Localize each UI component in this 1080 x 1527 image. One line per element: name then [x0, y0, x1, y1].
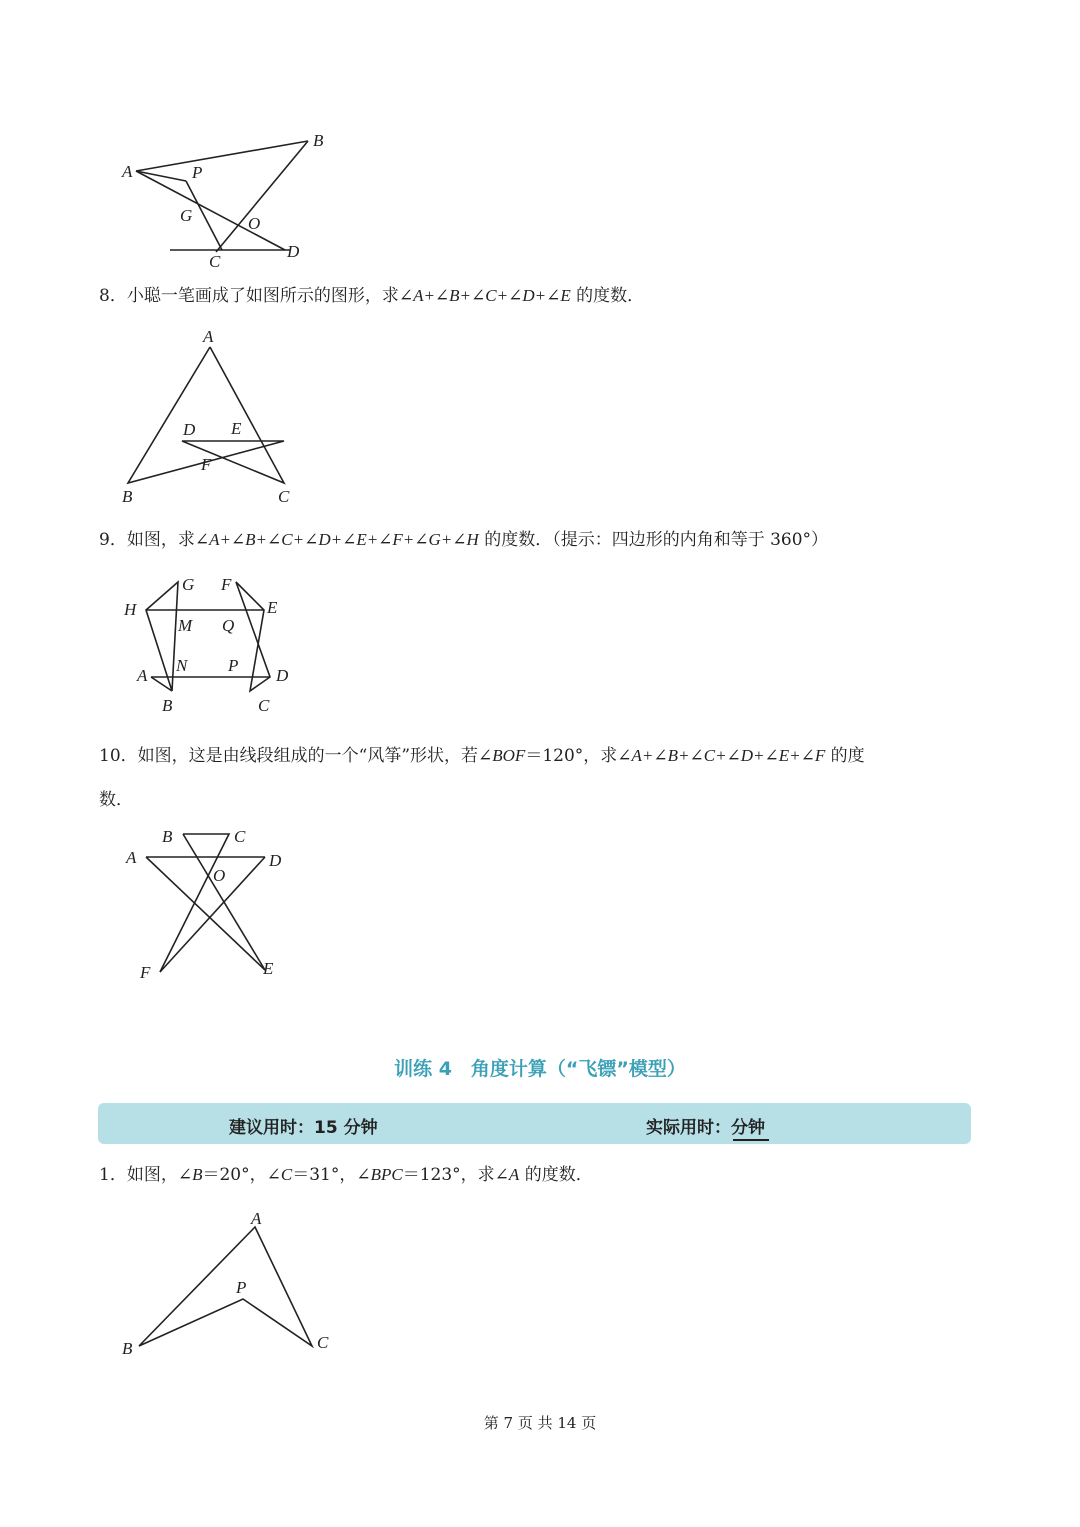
- label-B: B: [122, 1339, 133, 1358]
- angle-sum-expression: ∠A+∠B+∠C+∠D+∠E+∠F+∠G+∠H: [194, 530, 479, 549]
- angle-sum-expression: ∠A+∠B+∠C+∠D+∠E: [398, 286, 571, 305]
- label-B: B: [313, 131, 324, 150]
- label-Q: Q: [222, 616, 235, 635]
- figure-q8: [110, 320, 310, 515]
- label-A: A: [126, 848, 137, 867]
- actual-time: 实际用时： 分钟: [646, 1113, 765, 1138]
- label-D: D: [287, 242, 300, 261]
- label-E: E: [231, 419, 242, 438]
- label-D: D: [183, 420, 196, 439]
- page-number: 第 7 页 共 14 页: [483, 1414, 597, 1432]
- label-O: O: [213, 866, 226, 885]
- label-C: C: [258, 696, 270, 715]
- section-question-1: 1．如图，∠B＝20°，∠C＝31°，∠BPC＝123°，求∠A 的度数．: [99, 1165, 593, 1185]
- label-A: A: [122, 162, 133, 181]
- actual-time-blank[interactable]: [733, 1123, 769, 1141]
- figure-q7: [110, 125, 350, 275]
- label-C: C: [234, 827, 246, 846]
- label-M: M: [178, 616, 193, 635]
- section-title: 训练 4 角度计算（“飞镖”模型）: [394, 1058, 686, 1080]
- label-A: A: [203, 327, 214, 346]
- figure-s1: [115, 1205, 345, 1365]
- question-9: 9．如图，求∠A+∠B+∠C+∠D+∠E+∠F+∠G+∠H 的度数．（提示：四边形的内角和等于 360°）: [99, 530, 829, 550]
- question-8: 8．小聪一笔画成了如图所示的图形，求∠A+∠B+∠C+∠D+∠E 的度数．: [99, 286, 645, 306]
- label-A: A: [251, 1209, 262, 1228]
- label-O: O: [248, 214, 261, 233]
- label-F: F: [221, 575, 232, 594]
- label-A: A: [137, 666, 148, 685]
- label-E: E: [267, 598, 278, 617]
- label-B: B: [162, 696, 173, 715]
- label-F: F: [201, 455, 212, 474]
- label-C: C: [278, 487, 290, 506]
- label-G: G: [180, 206, 193, 225]
- suggested-time: 建议用时：15 分钟: [229, 1118, 378, 1138]
- question-10-line2: 数．: [99, 790, 133, 810]
- question-10: 10．如图，这是由线段组成的一个“风筝”形状，若∠BOF＝120°，求∠A+∠B+∠C+∠D+∠E+∠F 的度: [99, 746, 865, 766]
- figure-q9: [118, 565, 318, 720]
- label-D: D: [269, 851, 282, 870]
- label-P: P: [236, 1278, 247, 1297]
- label-N: N: [176, 656, 188, 675]
- label-B: B: [162, 827, 173, 846]
- label-C: C: [317, 1333, 329, 1352]
- label-F: F: [140, 963, 151, 982]
- time-bar: [98, 1103, 971, 1144]
- label-E: E: [263, 959, 274, 978]
- label-P: P: [228, 656, 239, 675]
- label-H: H: [124, 600, 137, 619]
- label-D: D: [276, 666, 289, 685]
- label-P: P: [192, 163, 203, 182]
- label-B: B: [122, 487, 133, 506]
- label-C: C: [209, 252, 221, 271]
- figure-q10: [120, 820, 300, 990]
- label-G: G: [182, 575, 195, 594]
